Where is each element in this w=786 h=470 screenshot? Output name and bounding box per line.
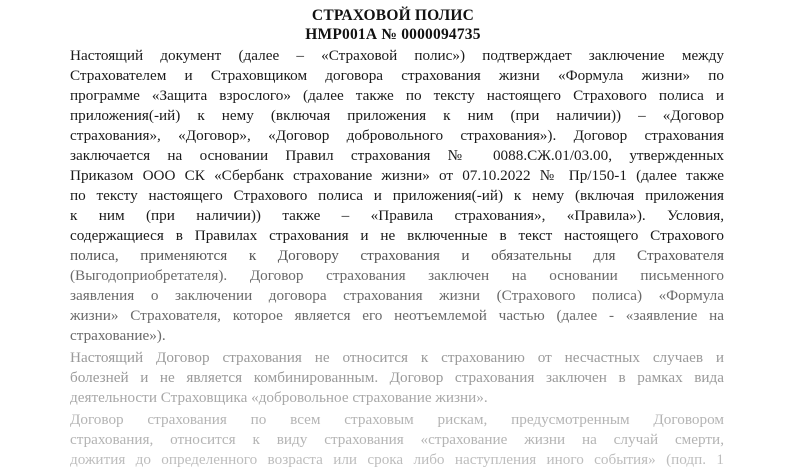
paragraph-line: к ним (при наличии)) также – «Правила страхования», «Правила»). Условия, (70, 207, 724, 224)
paragraph-line: страхования, относится к виду страхования «страхование жизни на случай смерти, (70, 431, 724, 448)
paragraph-line: Страхователем и Страховщиком договора страхования жизни «Формула жизни» по (70, 67, 724, 84)
paragraph-line: (Выгодоприобретателя). Договор страхования заключен на основании письменного (70, 267, 724, 284)
paragraph-line: программе «Защита взрослого» (далее также по тексту настоящего Страхового полиса и (70, 87, 724, 104)
paragraph-line: болезней и не является комбинированным. Договор страхования заключен в рамках вида (70, 369, 724, 386)
paragraph-line: заявления о заключении договора страхования жизни (Страхового полиса) «Формула (70, 287, 724, 304)
paragraph-line: жизни» Страхователя, которое является его неотъемлемой частью (далее - «заявление на (70, 307, 724, 324)
paragraph-line: деятельности Страховщика «добровольное страхование жизни». (70, 389, 488, 406)
paragraph-line: приложения(-ий) к нему (включая приложения к ним (при наличии)) – «Договор (70, 107, 724, 124)
paragraph-line: содержащиеся в Правилах страхования и не включенные в текст настоящего Страхового (70, 227, 724, 244)
paragraph-line: страхование»). (70, 327, 166, 344)
document-title: СТРАХОВОЙ ПОЛИС (311, 7, 475, 24)
paragraph-line: дожития до определенного возраста или срока либо наступления иного события» (подп. 1 (70, 451, 724, 468)
paragraph-line: по тексту настоящего Страхового полиса и приложения(-ий) к нему (включая приложения (70, 187, 724, 204)
paragraph-line: страхования», «Договор», «Договор добровольного страхования»). Договор страхования (70, 127, 724, 144)
paragraph-line: заключается на основании Правил страхования № 0088.СЖ.01/03.00, утвержденных (70, 147, 724, 164)
paragraph-line: Приказом ООО СК «Сбербанк страхование жизни» от 07.10.2022 № Пр/150-1 (далее также (70, 167, 724, 184)
policy-number: НМР001А № 0000094735 (305, 26, 481, 43)
paragraph-line: Настоящий Договор страхования не относится к страхованию от несчастных случаев и (70, 349, 724, 366)
paragraph-line: Договор страхования по всем страховым рискам, предусмотренным Договором (70, 411, 724, 428)
paragraph-line: Настоящий документ (далее – «Страховой полис») подтверждает заключение между (70, 47, 724, 64)
paragraph-line: полиса, применяются к Договору страхования и обязательны для Страхователя (70, 247, 724, 264)
